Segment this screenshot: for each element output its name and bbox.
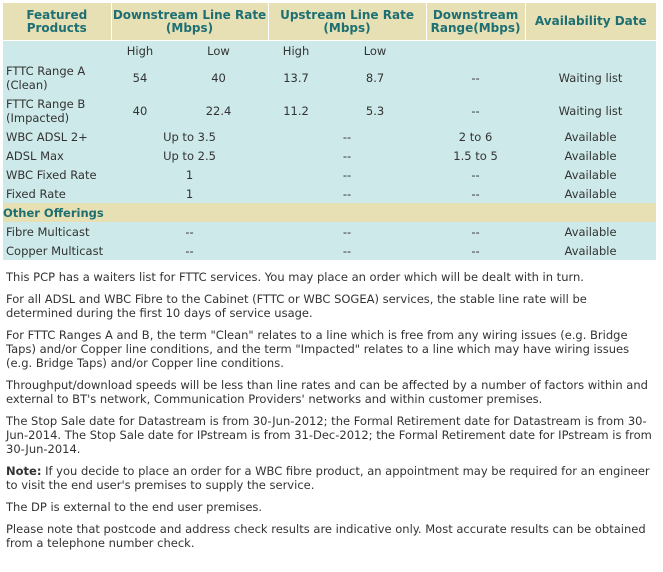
- header-featured-products: Featured Products: [3, 3, 111, 41]
- table-row: [3, 94, 656, 127]
- downstream-range: --: [426, 241, 525, 260]
- table-row: [3, 61, 656, 94]
- subheader-row: [3, 41, 656, 62]
- header-downstream: Downstream Line Rate (Mbps): [111, 3, 268, 41]
- availability-panel: [3, 0, 660, 550]
- up-low: 8.7: [324, 61, 426, 94]
- availability: Available: [525, 127, 656, 146]
- note-label: Note:: [6, 464, 42, 478]
- header-downstream-range: Downstream Range(Mbps): [426, 3, 525, 41]
- availability: Available: [525, 241, 656, 260]
- downstream-rate: 1: [111, 184, 268, 203]
- availability: Waiting list: [525, 94, 656, 127]
- table-row: [3, 165, 656, 184]
- table-row: [3, 146, 656, 165]
- upstream-rate: --: [268, 241, 426, 260]
- header-upstream: Upstream Line Rate (Mbps): [268, 3, 426, 41]
- header-availability-date: Availability Date: [525, 3, 656, 41]
- product-name: Copper Multicast: [3, 241, 111, 260]
- note-dp-external: The DP is external to the end user premises.: [6, 500, 263, 514]
- product-name: ADSL Max: [3, 146, 111, 165]
- product-name: Fixed Rate: [3, 184, 111, 203]
- downstream-range: --: [426, 184, 525, 203]
- product-name: FTTC Range B (Impacted): [3, 94, 111, 127]
- table-header-row: [3, 3, 656, 41]
- availability: Available: [525, 184, 656, 203]
- upstream-rate: --: [268, 146, 426, 165]
- up-low: 5.3: [324, 94, 426, 127]
- product-name: WBC Fixed Rate: [3, 165, 111, 184]
- product-name: Fibre Multicast: [3, 222, 111, 241]
- availability: Available: [525, 165, 656, 184]
- downstream-rate: --: [111, 241, 268, 260]
- downstream-rate: Up to 2.5: [111, 146, 268, 165]
- down-low: 22.4: [169, 94, 268, 127]
- downstream-range: --: [426, 94, 525, 127]
- other-offerings-header: [3, 203, 656, 222]
- availability: Waiting list: [525, 61, 656, 94]
- downstream-range: --: [426, 61, 525, 94]
- note-waiters-list: This PCP has a waiters list for FTTC services. You may place an order which will be dealt with in turn.: [6, 270, 584, 284]
- upstream-rate: --: [268, 184, 426, 203]
- subheader-down-high: High: [111, 41, 169, 62]
- availability: Available: [525, 222, 656, 241]
- note-engineer: [6, 464, 656, 492]
- note-stable-line-rate: For all ADSL and WBC Fibre to the Cabinet (FTTC or WBC SOGEA) services, the stable line rate will be determined during the first 10 days of service usage.: [6, 292, 587, 320]
- subheader-up-low: Low: [324, 41, 426, 62]
- downstream-range: --: [426, 222, 525, 241]
- table-row: [3, 241, 656, 260]
- downstream-range: --: [426, 165, 525, 184]
- upstream-rate: --: [268, 222, 426, 241]
- product-name: WBC ADSL 2+: [3, 127, 111, 146]
- note-indicative: Please note that postcode and address check results are indicative only. Most accurate results can be obtained from a telephone number check.: [6, 522, 646, 550]
- downstream-range: 2 to 6: [426, 127, 525, 146]
- downstream-range: 1.5 to 5: [426, 146, 525, 165]
- notes-section: [3, 270, 656, 550]
- note-clean-impacted: For FTTC Ranges A and B, the term "Clean" relates to a line which is free from any wiring issues (e.g. Bridge Taps) and/or Copper line conditions, and the term "Impacted" relates to a line which may have wiring issues (e.g. Bridge Taps) and/or Copper line conditions.: [6, 328, 630, 370]
- availability: Available: [525, 146, 656, 165]
- downstream-rate: Up to 3.5: [111, 127, 268, 146]
- down-high: 40: [111, 94, 169, 127]
- up-high: 13.7: [268, 61, 324, 94]
- note-throughput: Throughput/download speeds will be less than line rates and can be affected by a number of factors within and external to BT's network, Communication Providers' networks and within customer premises.: [6, 378, 648, 406]
- note-engineer-text: If you decide to place an order for a WBC fibre product, an appointment may be required for an engineer to visit the end user's premises to supply the service.: [6, 464, 650, 492]
- subheader-down-low: Low: [169, 41, 268, 62]
- availability-table: [3, 3, 656, 260]
- table-row: [3, 184, 656, 203]
- product-name: FTTC Range A (Clean): [3, 61, 111, 94]
- up-high: 11.2: [268, 94, 324, 127]
- downstream-rate: --: [111, 222, 268, 241]
- down-low: 40: [169, 61, 268, 94]
- table-row: [3, 222, 656, 241]
- note-stop-sale: The Stop Sale date for Datastream is from 30-Jun-2012; the Formal Retirement date for Datastream is from 30-Jun-2014. The Stop Sale date for IPstream is from 31-Dec-2012; the Formal Retirement date for IPstream is from 30-Jun-2014.: [6, 414, 652, 456]
- other-offerings-label: Other Offerings: [3, 203, 656, 222]
- upstream-rate: --: [268, 127, 426, 146]
- subheader-up-high: High: [268, 41, 324, 62]
- down-high: 54: [111, 61, 169, 94]
- upstream-rate: --: [268, 165, 426, 184]
- table-row: [3, 127, 656, 146]
- downstream-rate: 1: [111, 165, 268, 184]
